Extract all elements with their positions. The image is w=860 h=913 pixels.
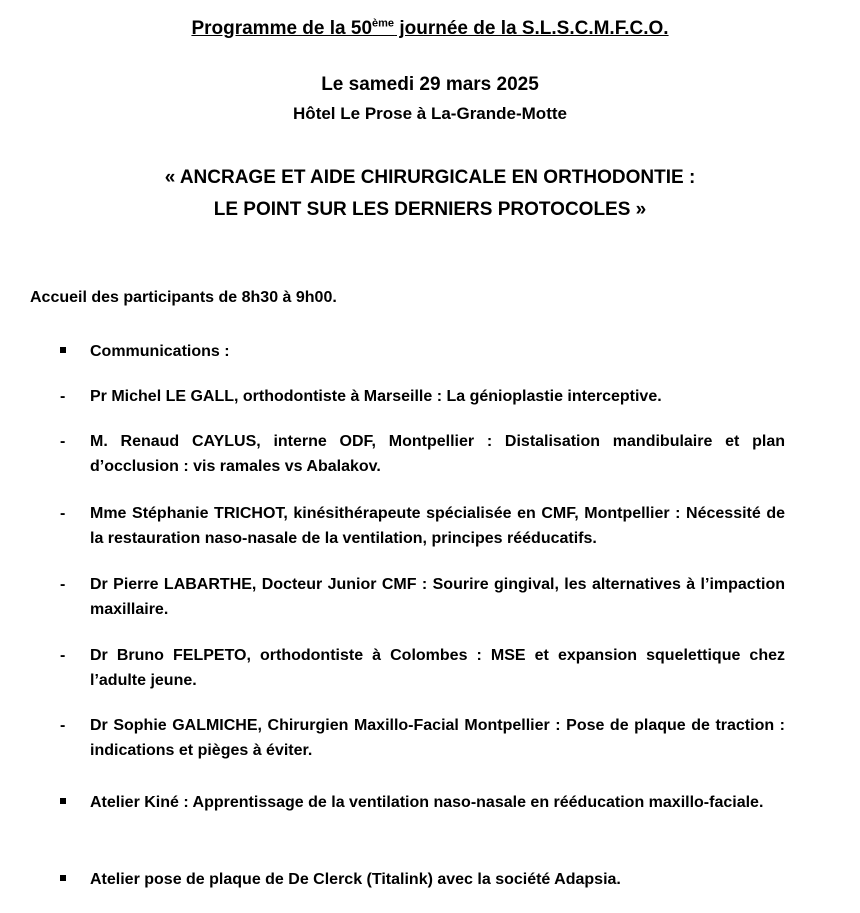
square-bullet-icon [60,867,66,892]
talk-item-2: M. Renaud CAYLUS, interne ODF, Montpellier : Distalisation mandibulaire et plan d’occlusion : vis ramales vs Abalakov. [90,433,785,475]
event-venue: Hôtel Le Prose à La-Grande-Motte [293,104,567,123]
dash-marker: - [60,433,66,450]
dash-marker: - [60,505,66,522]
event-date: Le samedi 29 mars 2025 [321,74,539,95]
welcome-line: Accueil des participants de 8h30 à 9h00. [30,289,337,306]
talk-item-6: Dr Sophie GALMICHE, Chirurgien Maxillo-Facial Montpellier : Pose de plaque de traction : indications et pièges à éviter. [90,717,785,759]
square-bullet-icon [60,339,66,364]
talk-item-3: Mme Stéphanie TRICHOT, kinésithérapeute spécialisée en CMF, Montpellier : Nécessité de la restauration naso-nasale de la ventilation, principes rééducatifs. [90,505,785,547]
workshop-item-1: Atelier Kiné : Apprentissage de la ventilation naso-nasale en rééducation maxillo-faciale. [90,794,764,811]
talk-item-4: Dr Pierre LABARTHE, Docteur Junior CMF : Sourire gingival, les alternatives à l’impaction maxillaire. [90,576,785,618]
communications-heading: Communications : [90,343,230,360]
workshop-item-2: Atelier pose de plaque de De Clerck (Titalink) avec la société Adapsia. [90,871,621,888]
dash-marker: - [60,576,66,593]
title-text-end: journée de la S.L.S.C.M.F.C.O. [394,18,669,39]
dash-marker: - [60,717,66,734]
talk-item-1: Pr Michel LE GALL, orthodontiste à Marseille : La génioplastie interceptive. [90,388,662,405]
theme-line-1: « ANCRAGE ET AIDE CHIRURGICALE EN ORTHODONTIE : [164,167,696,188]
talk-item-5: Dr Bruno FELPETO, orthodontiste à Colombes : MSE et expansion squelettique chez l’adulte jeune. [90,647,785,689]
title-ordinal-superscript: ème [372,17,395,30]
square-bullet-icon [60,790,66,815]
dash-marker: - [60,388,66,405]
dash-marker: - [60,647,66,664]
programme-title [0,18,860,40]
title-text-start: Programme de la 50 [191,18,373,39]
theme-line-2: LE POINT SUR LES DERNIERS PROTOCOLES » [213,199,647,220]
